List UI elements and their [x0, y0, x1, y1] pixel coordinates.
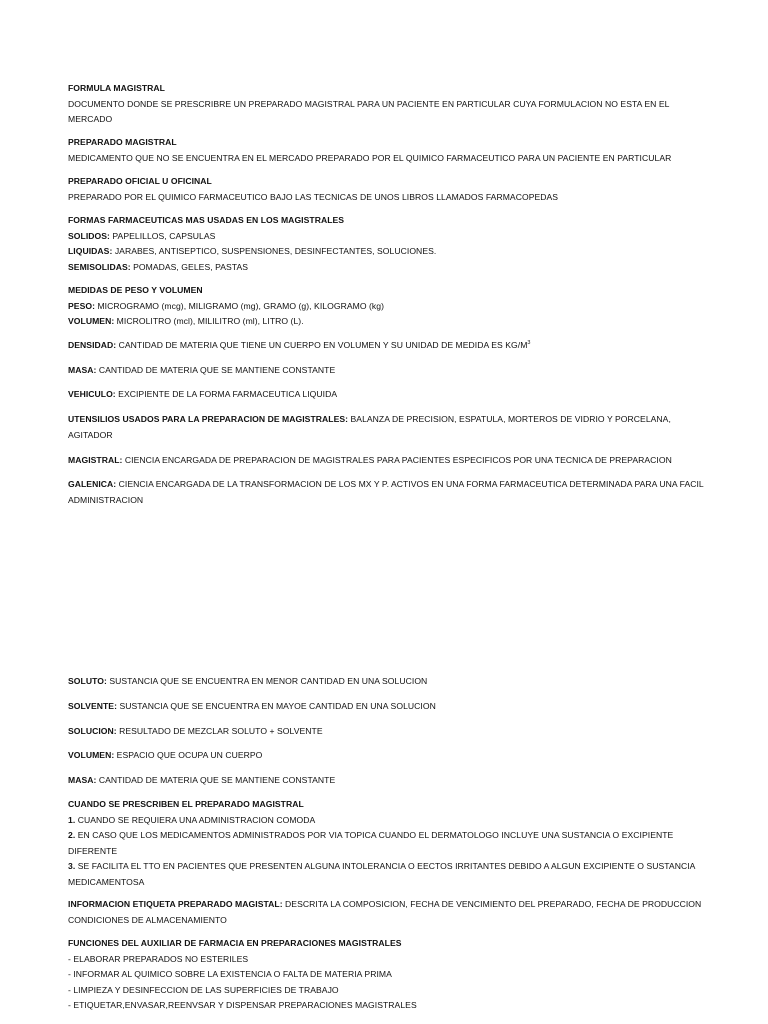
- item-number: 2.: [68, 830, 76, 840]
- superscript: 3: [527, 340, 531, 347]
- list-item: - ELABORAR PREPARADOS NO ESTERILES: [68, 953, 249, 964]
- section-title: FORMAS FARMACEUTICAS MAS USADAS EN LOS MAGISTRALES: [68, 215, 345, 225]
- term-label: VOLUMEN:: [68, 316, 115, 326]
- term-text: MICROGRAMO (mcg), MILIGRAMO (mg), GRAMO (g), KILOGRAMO (kg): [95, 300, 384, 311]
- term-label: MAGISTRAL:: [68, 455, 123, 465]
- section-title: CUANDO SE PRESCRIBEN EL PREPARADO MAGISTRAL: [68, 799, 304, 809]
- term-text: SUSTANCIA QUE SE ENCUENTRA EN MAYOE CANTIDAD EN UNA SOLUCION: [117, 701, 436, 711]
- list-item: [68, 828, 708, 859]
- term-text: BALANZA DE PRECISION, ESPATULA, MORTEROS DE VIDRIO Y PORCELANA, AGITADOR: [68, 414, 671, 440]
- term-label: VEHICULO:: [68, 389, 116, 399]
- definition-solucion: [68, 724, 708, 740]
- section-formas-farmaceuticas: [68, 213, 708, 275]
- section-text: MEDICAMENTO QUE NO SE ENCUENTRA EN EL MERCADO PREPARADO POR EL QUIMICO FARMACEUTICO PARA UN PACIENTE EN PARTICULAR: [68, 152, 672, 163]
- term-text: ESPACIO QUE OCUPA UN CUERPO: [114, 750, 263, 760]
- term-label: MASA:: [68, 775, 97, 785]
- section-title: FORMULA MAGISTRAL: [68, 83, 165, 93]
- term-label: SEMISOLIDAS:: [68, 261, 131, 272]
- definition-line: [68, 260, 708, 276]
- term-label: GALENICA:: [68, 479, 117, 489]
- section-preparado-magistral: [68, 135, 708, 166]
- term-text: DESCRITA LA COMPOSICION, FECHA DE VENCIMIENTO DEL PREPARADO, FECHA DE PRODUCCION CONDICIONES DE ALMACENAMIENTO: [68, 899, 702, 925]
- section-title: PREPARADO MAGISTRAL: [68, 137, 177, 147]
- definition-line: [68, 314, 708, 330]
- section-text: DOCUMENTO DONDE SE PRESCRIBRE UN PREPARADO MAGISTRAL PARA UN PACIENTE EN PARTICULAR CUYA FORMULACION NO ESTA EN EL MERCADO: [68, 98, 670, 124]
- term-text: CANTIDAD DE MATERIA QUE SE MANTIENE CONSTANTE: [96, 365, 336, 375]
- section-funciones-auxiliar: [68, 936, 708, 1014]
- term-label: SOLUCION:: [68, 726, 117, 736]
- term-label: INFORMACION ETIQUETA PREPARADO MAGISTAL:: [68, 899, 283, 909]
- section-preparado-oficial: [68, 174, 708, 205]
- section-cuando-prescriben: [68, 797, 708, 890]
- definition-galenica: [68, 477, 708, 508]
- definition-line: [68, 299, 708, 315]
- section-title: FUNCIONES DEL AUXILIAR DE FARMACIA EN PREPARACIONES MAGISTRALES: [68, 938, 402, 948]
- definition-utensilios: [68, 412, 708, 443]
- section-formula-magistral: [68, 81, 708, 128]
- definition-etiqueta: [68, 897, 708, 928]
- list-item: - ETIQUETAR,ENVASAR,REENVSAR Y DISPENSAR PREPARACIONES MAGISTRALES: [68, 1000, 417, 1010]
- item-number: 3.: [68, 861, 76, 871]
- item-text: SE FACILITA EL TTO EN PACIENTES QUE PRESENTEN ALGUNA INTOLERANCIA O EECTOS IRRITANTES DEBIDO A ALGUN EXCIPIENTE O SUSTANCIA MEDICAMENTOSA: [68, 861, 695, 887]
- term-label: DENSIDAD:: [68, 340, 117, 350]
- term-label: PESO:: [68, 300, 95, 311]
- term-text: PAPELILLOS, CAPSULAS: [109, 230, 216, 241]
- item-text: CUANDO SE REQUIERA UNA ADMINISTRACION COMODA: [75, 814, 316, 825]
- definition-soluto: [68, 674, 708, 690]
- list-item: [68, 813, 708, 829]
- section-title: MEDIDAS DE PESO Y VOLUMEN: [68, 285, 203, 295]
- list-item: - INFORMAR AL QUIMICO SOBRE LA EXISTENCIA O FALTA DE MATERIA PRIMA: [68, 969, 392, 979]
- term-label: VOLUMEN:: [68, 750, 115, 760]
- item-text: EN CASO QUE LOS MEDICAMENTOS ADMINISTRADOS POR VIA TOPICA CUANDO EL DERMATOLOGO INCLUYE UNA SUSTANCIA O EXCIPIENTE DIFERENTE: [68, 830, 674, 856]
- term-text: RESULTADO DE MEZCLAR SOLUTO + SOLVENTE: [116, 726, 323, 736]
- section-text: PREPARADO POR EL QUIMICO FARMACEUTICO BAJO LAS TECNICAS DE UNOS LIBROS LLAMADOS FARMACOPEDAS: [68, 191, 559, 202]
- term-label: UTENSILIOS USADOS PARA LA PREPARACION DE MAGISTRALES:: [68, 414, 349, 424]
- section-medidas: [68, 283, 708, 330]
- term-text: CANTIDAD DE MATERIA QUE SE MANTIENE CONSTANTE: [96, 775, 336, 785]
- definition-solvente: [68, 699, 708, 715]
- definition-magistral: [68, 453, 708, 469]
- term-text: EXCIPIENTE DE LA FORMA FARMACEUTICA LIQUIDA: [115, 389, 338, 399]
- term-label: LIQUIDAS:: [68, 246, 113, 256]
- term-text: CIENCIA ENCARGADA DE PREPARACION DE MAGISTRALES PARA PACIENTES ESPECIFICOS POR UNA TECNICA DE PREPARACION: [122, 455, 672, 465]
- definition-line: [68, 244, 708, 260]
- term-text: MICROLITRO (mcl), MILILITRO (ml), LITRO (L).: [114, 316, 304, 326]
- definition-masa-2: [68, 773, 708, 789]
- term-text: POMADAS, GELES, PASTAS: [130, 261, 249, 272]
- list-item: [68, 859, 708, 890]
- definition-densidad: [68, 338, 708, 354]
- section-title: PREPARADO OFICIAL U OFICINAL: [68, 176, 212, 186]
- definition-vehiculo: [68, 387, 708, 403]
- definition-masa: [68, 363, 708, 379]
- term-text: CANTIDAD DE MATERIA QUE TIENE UN CUERPO EN VOLUMEN Y SU UNIDAD DE MEDIDA ES KG/M: [116, 340, 528, 350]
- list-item: - LIMPIEZA Y DESINFECCION DE LAS SUPERFICIES DE TRABAJO: [68, 984, 339, 995]
- term-label: MASA:: [68, 365, 97, 375]
- term-text: SUSTANCIA QUE SE ENCUENTRA EN MENOR CANTIDAD EN UNA SOLUCION: [106, 676, 428, 686]
- definition-volumen: [68, 748, 708, 764]
- term-label: SOLVENTE:: [68, 701, 117, 711]
- item-number: 1.: [68, 814, 76, 825]
- definition-line: [68, 229, 708, 245]
- term-label: SOLIDOS:: [68, 230, 110, 241]
- term-label: SOLUTO:: [68, 676, 107, 686]
- term-text: CIENCIA ENCARGADA DE LA TRANSFORMACION DE LOS MX Y P. ACTIVOS EN UNA FORMA FARMACEUTICA DETERMINADA PARA UNA FACIL ADMINISTRACION: [68, 479, 704, 505]
- term-text: JARABES, ANTISEPTICO, SUSPENSIONES, DESINFECTANTES, SOLUCIONES.: [112, 246, 437, 256]
